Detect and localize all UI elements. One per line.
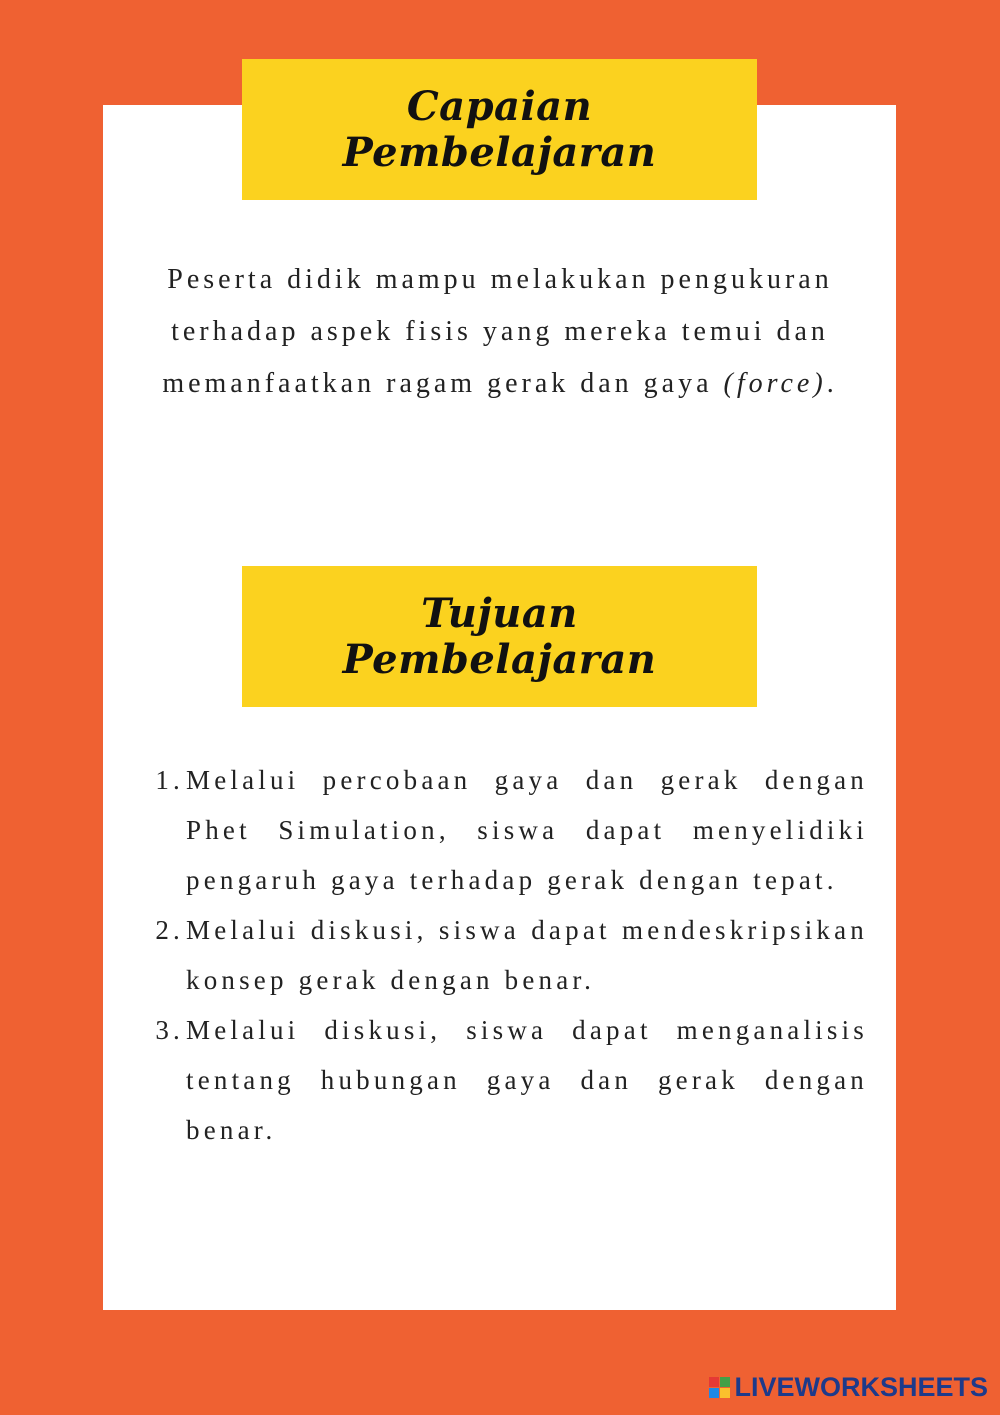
- list-item-number: 1.: [155, 765, 184, 795]
- tujuan-title-line1: Tujuan: [421, 589, 578, 637]
- list-item-number: 2.: [155, 915, 184, 945]
- liveworksheets-logo-icon: [709, 1377, 730, 1398]
- brand-name: LIVEWORKSHEETS: [734, 1372, 988, 1402]
- list-item-number: 3.: [155, 1015, 184, 1045]
- list-item: [140, 755, 868, 905]
- capaian-paragraph-italic: (force): [723, 368, 827, 399]
- capaian-title-banner: [242, 59, 757, 200]
- tujuan-title-line2: Pembelajaran: [342, 635, 657, 683]
- logo-square-green: [720, 1377, 730, 1387]
- logo-square-yellow: [720, 1388, 730, 1398]
- list-item-text: Melalui diskusi, siswa dapat mendeskripsikan konsep gerak dengan benar.: [186, 915, 868, 995]
- tujuan-list: [140, 755, 868, 1155]
- list-item-text: Melalui percobaan gaya dan gerak dengan Phet Simulation, siswa dapat menyelidiki pengaruh gaya terhadap gerak dengan tepat.: [186, 765, 868, 895]
- list-item: [140, 905, 868, 1005]
- capaian-title-line2: Pembelajaran: [342, 128, 657, 176]
- logo-square-blue: [709, 1388, 719, 1398]
- capaian-paragraph-text: Peserta didik mampu melakukan pengukuran terhadap aspek fisis yang mereka temui dan memanfaatkan ragam gerak dan gaya: [162, 264, 833, 399]
- tujuan-title-banner: [242, 566, 757, 707]
- list-item-text: Melalui diskusi, siswa dapat menganalisis tentang hubungan gaya dan gerak dengan benar.: [186, 1015, 868, 1145]
- list-item: [140, 1005, 868, 1155]
- logo-square-red: [709, 1377, 719, 1387]
- capaian-title-line1: Capaian: [406, 82, 593, 130]
- capaian-paragraph-end: .: [826, 368, 838, 399]
- capaian-paragraph: [140, 254, 860, 410]
- liveworksheets-brand[interactable]: [709, 1372, 988, 1403]
